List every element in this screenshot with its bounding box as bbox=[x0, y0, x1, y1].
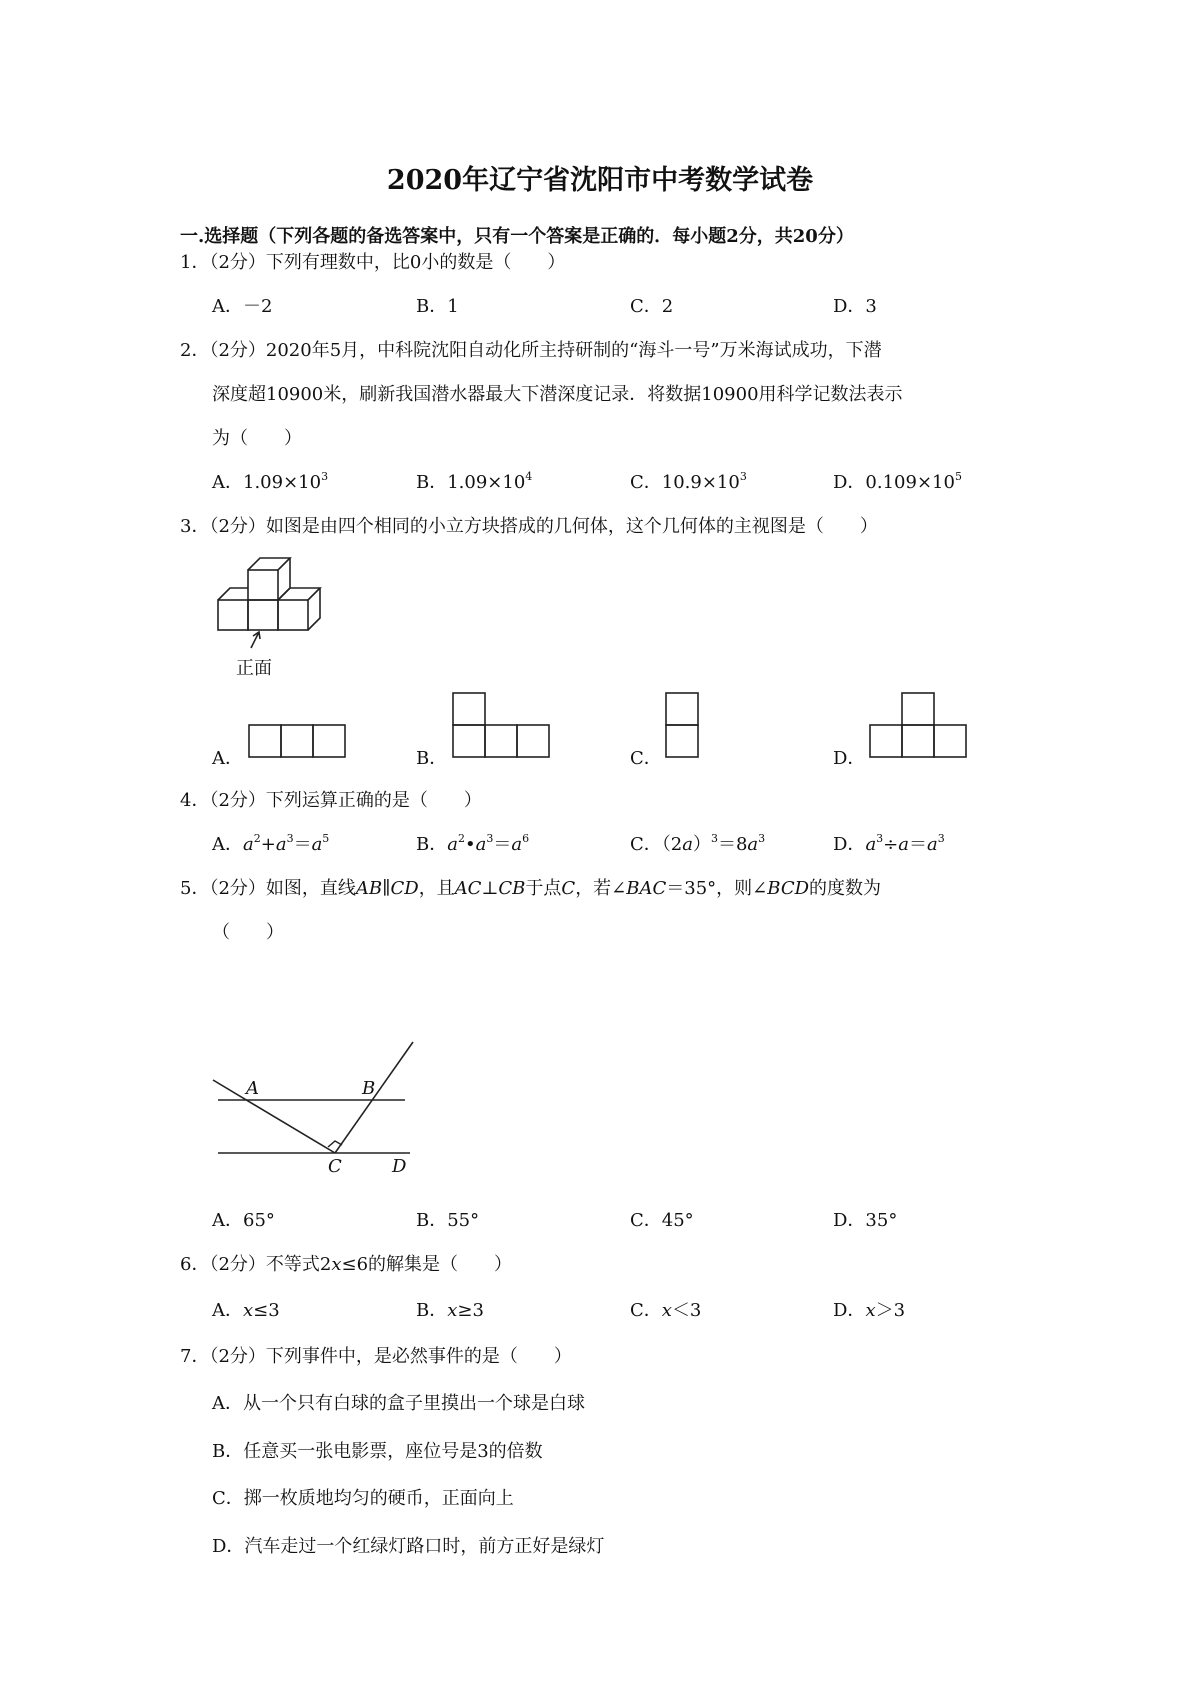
q3-cube-figure bbox=[215, 548, 345, 648]
q3-option-a: A． bbox=[212, 748, 243, 769]
q5-option-a: A．65° bbox=[212, 1210, 275, 1231]
section-heading: 一.选择题（下列各题的备选答案中，只有一个答案是正确的．每小题2分，共20分） bbox=[180, 226, 854, 247]
q3-option-d-figure bbox=[869, 692, 969, 758]
q2-option-b: B．$1.09\times 10^4$ bbox=[416, 470, 533, 493]
q5-option-d: D．35° bbox=[833, 1210, 898, 1231]
q2-option-c: C．$10.9\times 10^3$ bbox=[630, 470, 747, 493]
q1-option-a: A．－2 bbox=[212, 296, 273, 317]
q3-option-d: D． bbox=[833, 748, 866, 769]
q3-option-a-figure bbox=[248, 724, 348, 758]
q5-label-b: B bbox=[362, 1078, 376, 1099]
q3-option-c-figure bbox=[665, 692, 701, 758]
question-4-stem: 4．（2分）下列运算正确的是（ ） bbox=[180, 790, 482, 811]
q5-label-a: A bbox=[246, 1078, 259, 1099]
question-5-stem-line2: （ ） bbox=[212, 922, 284, 943]
q7-option-a: A．从一个只有白球的盒子里摸出一个球是白球 bbox=[212, 1393, 585, 1414]
q5-label-c: C bbox=[328, 1156, 342, 1177]
q2-option-d: D．$0.109\times 10^5$ bbox=[833, 470, 962, 493]
q7-option-d: D．汽车走过一个红绿灯路口时，前方正好是绿灯 bbox=[212, 1536, 605, 1557]
question-7-stem: 7．（2分）下列事件中，是必然事件的是（ ） bbox=[180, 1346, 572, 1367]
q1-option-b: B．1 bbox=[416, 296, 459, 317]
page-title: 2020年辽宁省沈阳市中考数学试卷 bbox=[386, 165, 814, 196]
q4-option-a: A．$a^2+a^3=a^5$ bbox=[212, 832, 330, 855]
q3-figure-label: 正面 bbox=[236, 658, 272, 679]
q3-option-b: B． bbox=[416, 748, 448, 769]
q2-option-a: A．$1.09\times 10^3$ bbox=[212, 470, 329, 493]
q1-option-d: D．3 bbox=[833, 296, 877, 317]
question-3-stem: 3．（2分）如图是由四个相同的小立方块搭成的几何体，这个几何体的主视图是（ ） bbox=[180, 516, 878, 537]
question-2-stem-line2: 深度超10900米，刷新我国潜水器最大下潜深度记录．将数据10900用科学记数法表示 bbox=[212, 384, 903, 405]
question-5-stem-line1: 5．（2分）如图，直线AB∥CD，且AC⊥CB于点C，若∠BAC＝35°，则∠BCD的度数为 bbox=[180, 878, 882, 899]
question-6-stem: 6．（2分）不等式2x≤6的解集是（ ） bbox=[180, 1254, 513, 1275]
q5-option-c: C．45° bbox=[630, 1210, 694, 1231]
q5-geometry-figure bbox=[210, 1040, 420, 1180]
question-2-stem-line1: 2．（2分）2020年5月，中科院沈阳自动化所主持研制的“海斗一号”万米海试成功，下潜 bbox=[180, 340, 882, 361]
q4-option-d: D．$a^3\div a=a^3$ bbox=[833, 832, 945, 855]
question-2-stem-line3: 为（ ） bbox=[212, 428, 302, 449]
q1-option-c: C．2 bbox=[630, 296, 674, 317]
q7-option-b: B．任意买一张电影票，座位号是3的倍数 bbox=[212, 1441, 543, 1462]
q6-option-d: D．x＞3 bbox=[833, 1300, 906, 1321]
q6-option-b: B．x≥3 bbox=[416, 1300, 484, 1321]
q3-option-b-figure bbox=[452, 692, 552, 758]
q7-option-c: C．掷一枚质地均匀的硬币，正面向上 bbox=[212, 1488, 514, 1509]
q4-option-c: C．$(2a)^3=8a^3$ bbox=[630, 832, 766, 855]
q3-option-c: C． bbox=[630, 748, 662, 769]
q5-label-d: D bbox=[392, 1156, 407, 1177]
q6-option-c: C．x＜3 bbox=[630, 1300, 702, 1321]
q5-option-b: B．55° bbox=[416, 1210, 480, 1231]
question-1-stem: 1．（2分）下列有理数中，比0小的数是（ ） bbox=[180, 252, 566, 273]
q4-option-b: B．$a^2•a^3=a^6$ bbox=[416, 832, 530, 855]
q6-option-a: A．x≤3 bbox=[212, 1300, 280, 1321]
